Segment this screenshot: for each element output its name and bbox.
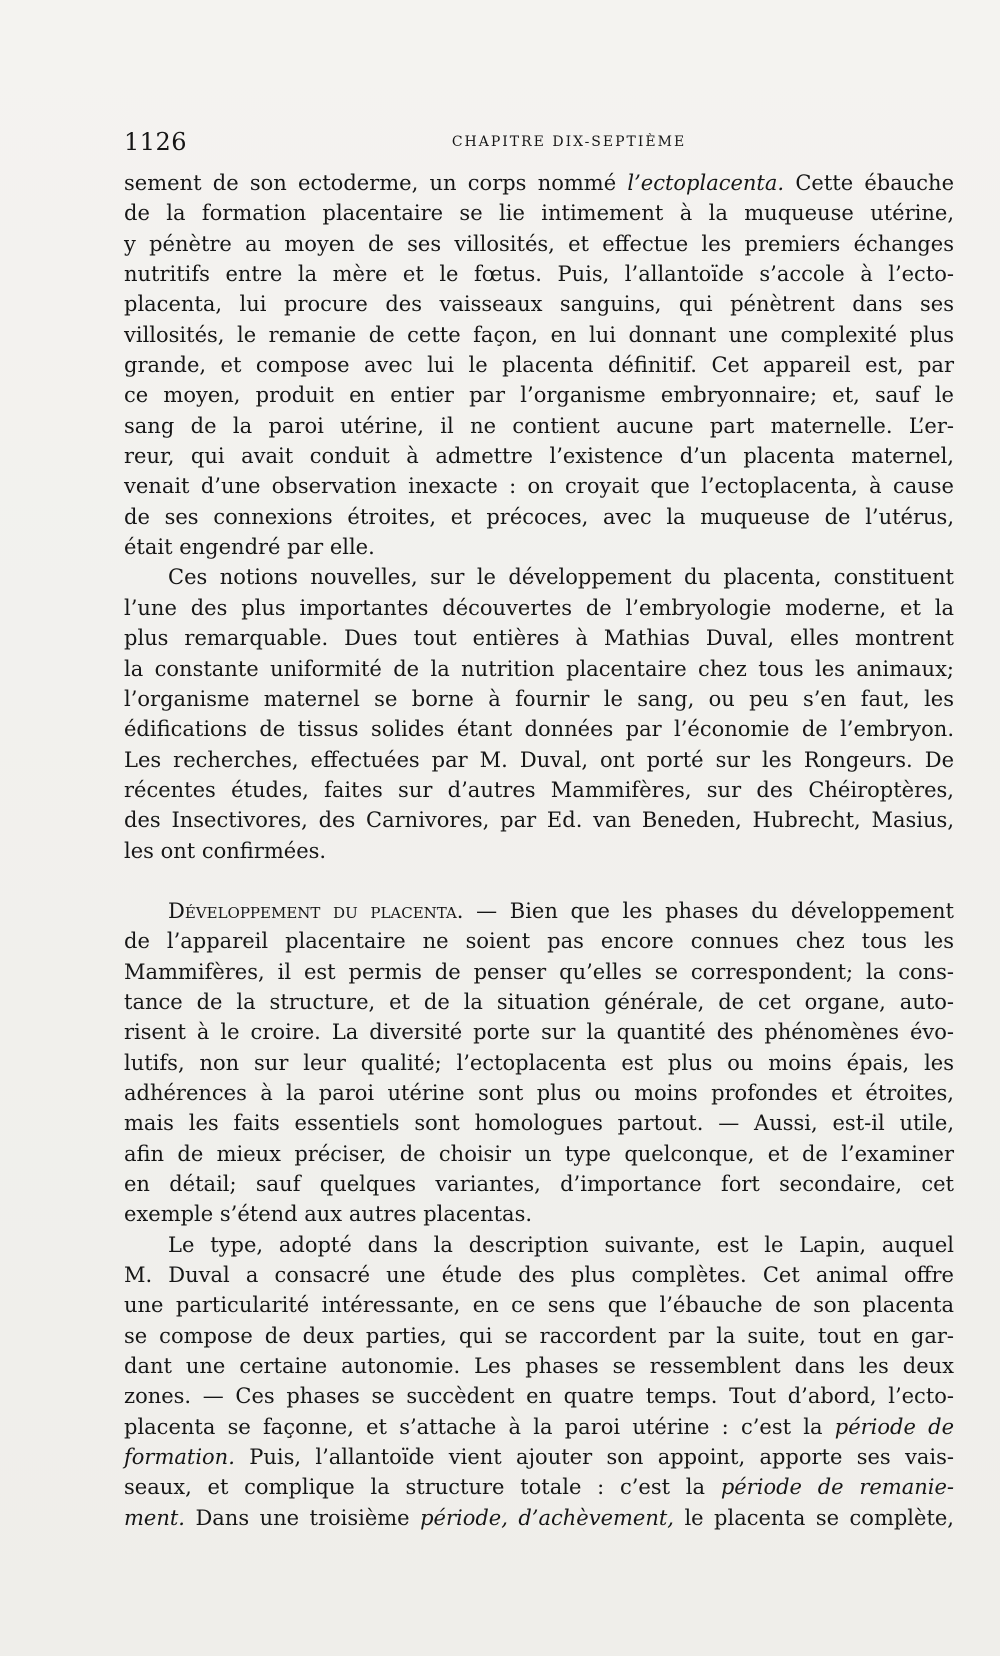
text-line: récentes études, faites sur d’autres Mammifères, sur des Chéiroptères, (124, 777, 954, 802)
text-line: dant une certaine autonomie. Les phases se ressemblent dans les deux (124, 1354, 954, 1379)
text-line: sement de son ectoderme, un corps nommé l’ectoplacenta. Cette ébauche (124, 171, 954, 195)
text-line: Ces notions nouvelles, sur le développement du placenta, constituent (168, 565, 954, 590)
text-line: y pénètre au moyen de ses villosités, et effectue les premiers échanges (124, 231, 954, 256)
text-line: placenta, lui procure des vaisseaux sanguins, qui pénètrent dans ses (124, 292, 954, 317)
text-line: en détail; sauf quelques variantes, d’importance fort secondaire, cet (124, 1172, 954, 1196)
text-line: reur, qui avait conduit à admettre l’existence d’un placenta maternel, (124, 444, 954, 469)
text-line: placenta se façonne, et s’attache à la paroi utérine : c’est la période de (124, 1414, 954, 1439)
section-heading: Développement du placenta. (168, 898, 464, 923)
text-line: Développement du placenta. — Bien que les phases du développement (168, 898, 954, 923)
section-gap (124, 866, 954, 896)
paragraph-developpement (124, 896, 954, 1230)
text-line: Mammifères, il est permis de penser qu’elles se correspondent; la cons- (124, 959, 954, 984)
text-line: de l’appareil placentaire ne soient pas encore connues chez tous les (124, 929, 954, 954)
text-line: ment. Dans une troisième période, d’achèvement, le placenta se complète, (124, 1505, 954, 1530)
text-line: tance de la structure, et de la situation générale, de cet organe, auto- (124, 989, 954, 1014)
paragraph-lapin (124, 1230, 954, 1533)
text-line: M. Duval a consacré une étude des plus complètes. Cet animal offre (124, 1263, 954, 1288)
text-line: une particularité intéressante, en ce sens que l’ébauche de son placenta (124, 1293, 954, 1318)
text-line: ce moyen, produit en entier par l’organisme embryonnaire; et, sauf le (124, 383, 954, 408)
text-line: seaux, et complique la structure totale : c’est la période de remanie- (124, 1475, 954, 1500)
text-line: grande, et compose avec lui le placenta définitif. Cet appareil est, par (124, 353, 954, 378)
text-line: la constante uniformité de la nutrition placentaire chez tous les animaux; (124, 656, 954, 681)
text-line: exemple s’étend aux autres placentas. (124, 1202, 533, 1227)
text-line: les ont confirmées. (124, 838, 327, 863)
text-line: édifications de tissus solides étant données par l’économie de l’embryon. (124, 717, 954, 742)
page-header (124, 128, 954, 158)
text-line: se compose de deux parties, qui se raccordent par la suite, tout en gar- (124, 1323, 954, 1348)
italic-term: formation. (124, 1445, 235, 1470)
italic-term: période de (834, 1414, 954, 1439)
text-line: Les recherches, effectuées par M. Duval, ont porté sur les Rongeurs. De (124, 747, 954, 772)
text-line: adhérences à la paroi utérine sont plus ou moins profondes et étroites, (124, 1080, 954, 1105)
italic-term: période, d’achèvement, (420, 1505, 674, 1530)
text-line: formation. Puis, l’allantoïde vient ajouter son appoint, apporte ses vais- (124, 1445, 954, 1470)
running-title: CHAPITRE DIX-SEPTIÈME (451, 134, 687, 150)
text-line: était engendré par elle. (124, 535, 375, 560)
text-line: zones. — Ces phases se succèdent en quatre temps. Tout d’abord, l’ecto- (124, 1384, 954, 1409)
page-number: 1126 (124, 128, 188, 156)
text-line: plus remarquable. Dues tout entières à Mathias Duval, elles montrent (124, 626, 954, 651)
paragraph-notions-nouvelles (124, 562, 954, 865)
text-line: de la formation placentaire se lie intimement à la muqueuse utérine, (124, 201, 954, 226)
text-line: l’organisme maternel se borne à fournir le sang, ou peu s’en faut, les (124, 686, 954, 711)
text-line: lutifs, non sur leur qualité; l’ectoplacenta est plus ou moins épais, les (124, 1050, 954, 1075)
paragraph-ectoplacenta (124, 168, 954, 562)
text-line: risent à le croire. La diversité porte sur la quantité des phénomènes évo- (124, 1020, 954, 1045)
text-line: mais les faits essentiels sont homologues partout. — Aussi, est-il utile, (124, 1111, 954, 1136)
text-line: Le type, adopté dans la description suivante, est le Lapin, auquel (168, 1232, 954, 1257)
text-line: nutritifs entre la mère et le fœtus. Puis, l’allantoïde s’accole à l’ecto- (124, 262, 954, 287)
text-line: de ses connexions étroites, et précoces, avec la muqueuse de l’utérus, (124, 504, 954, 529)
italic-term: l’ectoplacenta. (627, 171, 785, 195)
italic-term: période de remanie- (720, 1475, 954, 1500)
page-body (124, 168, 954, 1533)
text-line: l’une des plus importantes découvertes de l’embryologie moderne, et la (124, 595, 954, 620)
text-line: sang de la paroi utérine, il ne contient aucune part maternelle. L’er- (124, 413, 954, 438)
text-line: villosités, le remanie de cette façon, en lui donnant une complexité plus (124, 322, 954, 347)
text-line: afin de mieux préciser, de choisir un type quelconque, et de l’examiner (124, 1141, 954, 1166)
text-line: venait d’une observation inexacte : on croyait que l’ectoplacenta, à cause (124, 474, 954, 499)
italic-term: ment. (124, 1505, 185, 1530)
text-line: des Insectivores, des Carnivores, par Ed. van Beneden, Hubrecht, Masius, (124, 808, 954, 833)
